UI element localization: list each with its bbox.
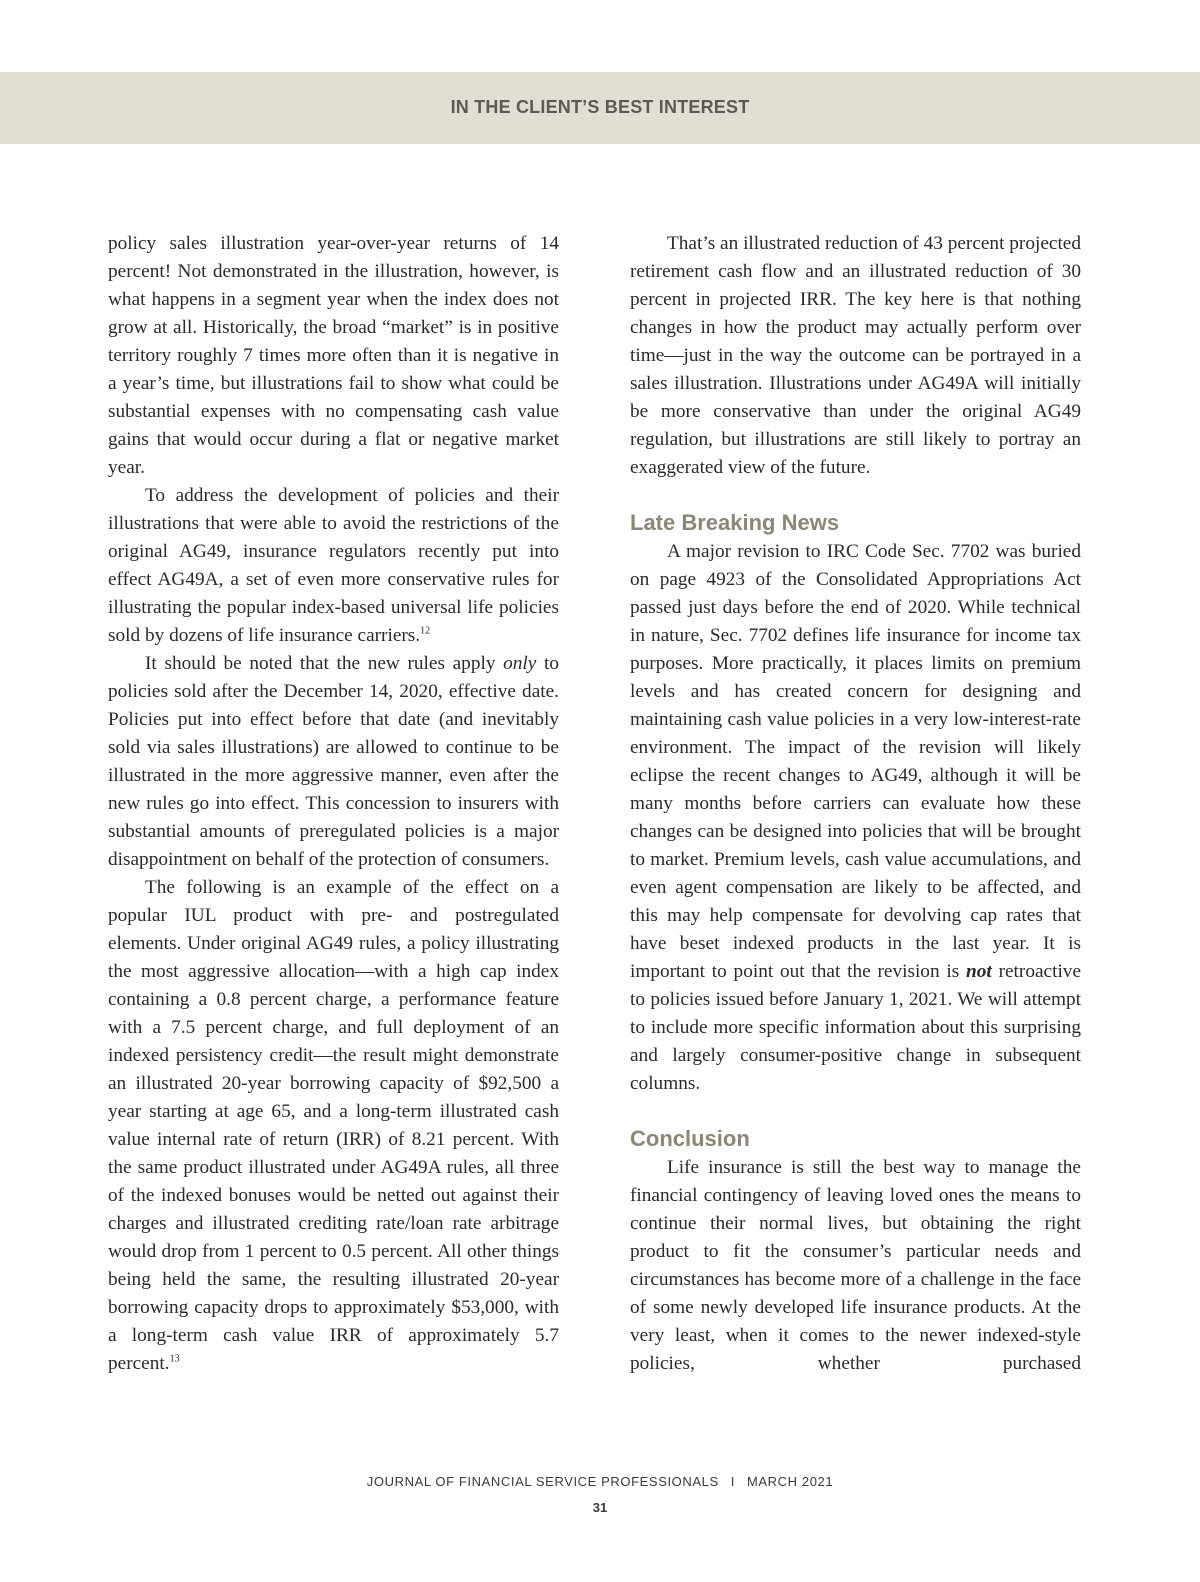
issue-date: MARCH 2021	[746, 1474, 834, 1489]
paragraph	[630, 538, 1081, 1098]
left-column	[108, 230, 559, 1378]
section-heading-conclusion: Conclusion	[630, 1126, 750, 1151]
paragraph	[108, 650, 559, 874]
paragraph: Life insurance is still the best way to manage the financial contingency of leaving loved ones the means to continue their normal lives, but obtaining the right product to fit the consumer’s particular needs and circumstances has become more of a challenge in the face of some newly developed life insurance products. At the very least, when it comes to the newer indexed-style policies, whether purchased	[630, 1157, 1081, 1374]
paragraph: That’s an illustrated reduction of 43 percent projected retirement cash flow and an illustrated reduction of 30 percent in projected IRR. The key here is that nothing changes in how the product may actually perform over time—just in the way the outcome can be portrayed in a sales illustration. Illustrations under AG49A will initially be more conservative than under the original AG49 regulation, but illustrations are still likely to portray an exaggerated view of the future.	[630, 233, 1081, 478]
paragraph-text: to policies sold after the December 14, 2020, effective date. Policies put into effect before that date (and inevitably sold via sales illustrations) are allowed to continue to be illustrated in the more aggressive manner, even after the new rules go into effect. This concession to insurers with substantial amounts of preregulated policies is a major disappointment on behalf of the protection of consumers.	[108, 653, 559, 870]
footer-separator: I	[730, 1474, 735, 1489]
page-number: 31	[592, 1500, 608, 1515]
footnote-ref-12[interactable]: 12	[420, 625, 431, 637]
journal-name: JOURNAL OF FINANCIAL SERVICE PROFESSIONALS	[366, 1474, 719, 1489]
emphasis-text: not	[966, 961, 992, 982]
right-column	[630, 230, 1081, 1378]
emphasis-text: only	[503, 653, 537, 674]
paragraph	[108, 482, 559, 650]
running-header-title: IN THE CLIENT’S BEST INTEREST	[450, 97, 750, 117]
paragraph: policy sales illustration year-over-year returns of 14 percent! Not demonstrated in the illustration, however, is what happens in a segment year when the index does not grow at all. Historically, the broad “market” is in positive territory roughly 7 times more often than it is negative in a year’s time, but illustrations fail to show what could be substantial expenses with no compensating cash value gains that would occur during a flat or negative market year.	[108, 233, 559, 478]
paragraph-text: The following is an example of the effect on a popular IUL product with pre- and postregulated elements. Under original AG49 rules, a policy illustrating the most aggressive allocation—with a high cap index containing a 0.8 percent charge, a performance feature with a 7.5 percent charge, and full deployment of an indexed persistency credit—the result might demonstrate an illustrated 20-year borrowing capacity of $92,500 a year starting at age 65, and a long-term illustrated cash value internal rate of return (IRR) of 8.21 percent. With the same product illustrated under AG49A rules, all three of the indexed bonuses would be netted out against their charges and illustrated crediting rate/loan rate arbitrage would drop from 1 percent to 0.5 percent. All other things being held the same, the resulting illustrated 20-year borrowing capacity drops to approximately $53,000, with a long-term cash value IRR of approximately 5.7 percent.	[108, 877, 559, 1374]
paragraph	[108, 874, 559, 1378]
section-heading-late-breaking-news: Late Breaking News	[630, 510, 840, 535]
footnote-ref-13[interactable]: 13	[169, 1353, 180, 1365]
paragraph-text: To address the development of policies and their illustrations that were able to avoid the restrictions of the original AG49, insurance regulators recently put into effect AG49A, a set of even more conservative rules for illustrating the popular index-based universal life policies sold by dozens of life insurance carriers.	[108, 485, 559, 646]
paragraph-text: A major revision to IRC Code Sec. 7702 was buried on page 4923 of the Consolidated Appropriations Act passed just days before the end of 2020. While technical in nature, Sec. 7702 defines life insurance for income tax purposes. More practically, it places limits on premium levels and has created concern for designing and maintaining cash value policies in a very low-interest-rate environment. The impact of the revision will likely eclipse the recent changes to AG49, although it will be many months before carriers can evaluate how these changes can be designed into policies that will be brought to market. Premium levels, cash value accumulations, and even agent compensation are likely to be affected, and this may help compensate for devolving cap rates that have beset indexed products in the last year. It is important to point out that the revision is	[630, 541, 1081, 982]
paragraph-text: It should be noted that the new rules apply	[145, 653, 504, 674]
paragraph-text: retroactive to policies issued before January 1, 2021. We will attempt to include more specific information about this surprising and largely consumer-positive change in subsequent columns.	[630, 961, 1082, 1094]
footer-journal-line	[0, 1474, 1200, 1489]
